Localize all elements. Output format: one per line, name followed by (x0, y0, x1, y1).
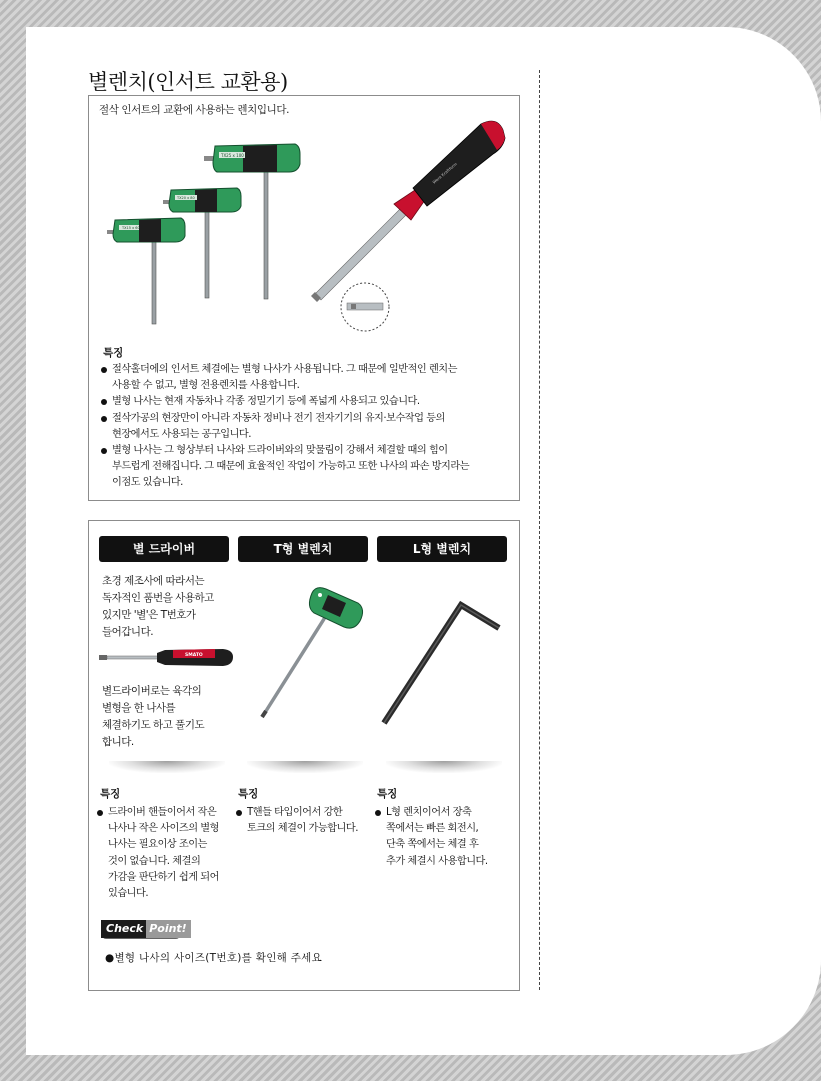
driver-features-list (97, 805, 237, 902)
check-badge-light: Point! (146, 920, 191, 938)
screwdriver-image (311, 121, 505, 302)
driver-features-heading: 특징 (100, 788, 121, 800)
check-badge-dark: Check (101, 920, 146, 938)
driver-shadow (109, 761, 225, 773)
l-wrench-image (374, 599, 514, 739)
t-wrench-features-list (236, 805, 376, 837)
t-wrench-mid-image (163, 188, 241, 298)
features-heading: 특징 (103, 347, 124, 359)
t-wrench-small-image (107, 218, 185, 324)
tab-t-wrench: T형 별렌치 (238, 536, 368, 562)
check-point-badge (101, 920, 187, 938)
feature-item: 절삭가공의 현장만이 아니라 자동차 정비나 전기 전자기기의 유지·보수작업 등의 현장에서도 사용되는 공구입니다. (101, 411, 511, 443)
l-wrench-feature-item: L형 렌치이어서 장축 쪽에서는 빠른 회전시, 단축 쪽에서는 체결 후 추가 체결시 사용합니다. (375, 805, 515, 870)
feature-item: 별형 나사는 그 형상부터 나사와 드라이버와의 맞물림이 강해서 체결할 때의 힘이 부드럽게 전해집니다. 그 때문에 효율적인 작업이 가능하고 또한 나사의 파손 방지라는 이점도 있습니다. (101, 443, 511, 492)
star-driver-image (95, 646, 235, 676)
tab-star-driver: 별 드라이버 (99, 536, 229, 562)
t-wrench-feature-item: T핸들 타입이어서 강한 토크의 체결이 가능합니다. (236, 805, 376, 837)
features-list (101, 362, 511, 492)
star-tip-detail-image (341, 283, 389, 331)
page-title: 별렌치(인서트 교환용) (88, 70, 288, 94)
t-wrench-set-illustration (89, 96, 519, 336)
feature-item: 절삭홀더에의 인서트 체결에는 별형 나사가 사용됩니다. 그 때문에 일반적인 렌치는 사용할 수 없고, 별형 전용렌치를 사용합니다. (101, 362, 511, 394)
star-wrench-intro-panel (88, 95, 520, 501)
column-divider (539, 70, 540, 990)
driver-note-top: 초경 제조사에 따라서는 독자적인 품번을 사용하고 있지만 '별'은 T번호가 들어갑니다. (102, 575, 214, 638)
feature-item: 별형 나사는 현재 자동차나 각종 정밀기기 등에 폭넓게 사용되고 있습니다. (101, 394, 511, 410)
tx-small-label: TX15 x 60 (122, 226, 140, 230)
driver-brand: SMATO (185, 653, 203, 658)
driver-feature-item: 드라이버 핸들이어서 작은 나사나 작은 사이즈의 별형 나사는 필요이상 조이는 것이 없습니다. 체결의 가감을 판단하기 쉽게 되어 있습니다. (97, 805, 237, 902)
l-wrench-features-heading: 특징 (377, 788, 398, 800)
l-wrench-shadow (386, 761, 502, 773)
tab-l-wrench: L형 별렌치 (377, 536, 507, 562)
intro-subtitle: 절삭 인서트의 교환에 사용하는 렌치입니다. (99, 104, 290, 116)
l-wrench-features-list (375, 805, 515, 870)
tx-big-label: TX25 x 100 (221, 153, 244, 158)
t-wrench-features-heading: 특징 (238, 788, 259, 800)
check-point-text: ●별형 나사의 사이즈(T번호)를 확인해 주세요 (105, 952, 323, 964)
driver-brand-label: Wera Kraftform (431, 161, 459, 185)
tx-mid-label: TX20 x 80 (177, 196, 195, 200)
t-wrench-single-image (254, 583, 374, 723)
t-wrench-shadow (247, 761, 363, 773)
driver-note-bottom: 별드라이버로는 육각의 별형을 한 나사를 체결하기도 하고 풀기도 합니다. (102, 685, 205, 748)
tool-types-panel (88, 520, 520, 991)
t-wrench-big-image (204, 144, 300, 299)
